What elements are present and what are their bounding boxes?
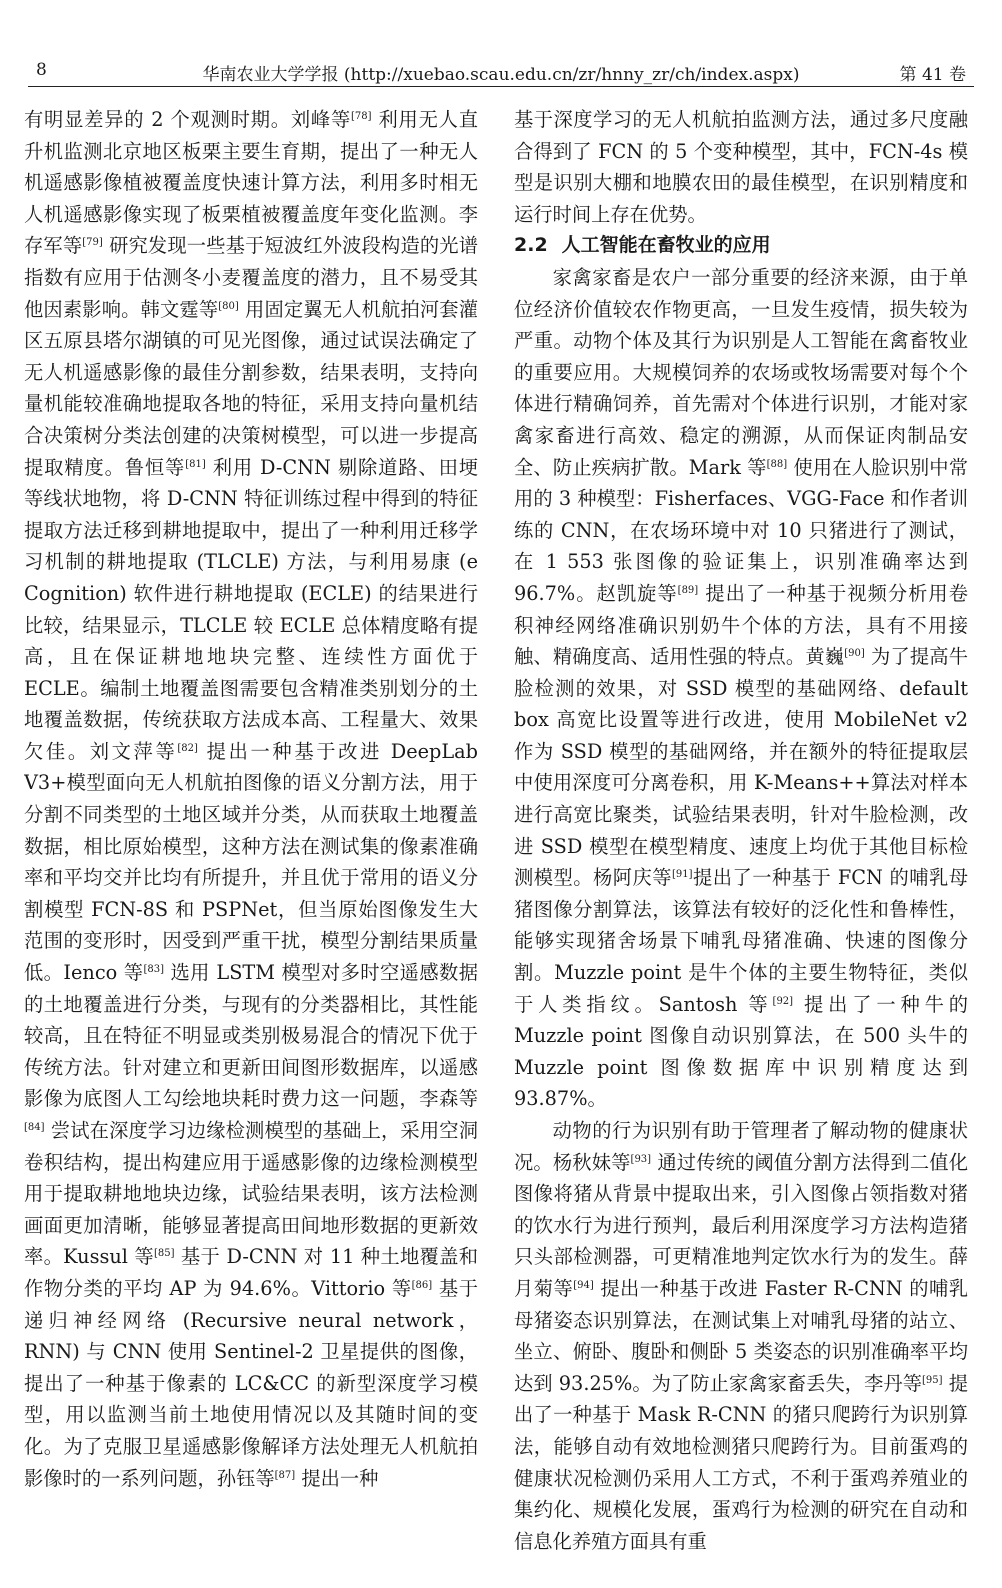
citation-ref: [88] — [766, 458, 788, 470]
body-text: 基于 D-CNN 对 11 种土地覆盖和作物分类的平均 AP 为 94.6%。Vittorio 等 — [24, 1245, 478, 1300]
body-text: 提出了一种基于 Mask R-CNN 的猪只爬跨行为识别算法，能够自动有效地检测猪只爬跨行为。目前蛋鸡的健康状况检测仍采用人工方式，不利于蛋鸡养殖业的集约化、规模化发展，蛋鸡行为检测的研究在自动和信息化养殖方面具有重 — [514, 1371, 968, 1553]
citation-ref: [87] — [274, 1469, 296, 1481]
citation-ref: [82] — [177, 742, 198, 754]
paragraph — [514, 1115, 968, 1557]
citation-ref: [85] — [153, 1248, 175, 1260]
right-column — [514, 104, 968, 1564]
section-number: 2.2 — [514, 234, 548, 257]
citation-ref: [89] — [677, 584, 699, 596]
paragraph — [24, 104, 478, 1494]
citation-ref: [94] — [573, 1279, 594, 1291]
body-text: 通过传统的阈值分割方法得到二值化图像将猪从背景中提取出来，引入图像占领指数对猪的饮水行为进行预判，最后利用深度学习方法构造猪只头部检测器，可更精准地判定饮水行为的发生。薛月菊等 — [514, 1150, 968, 1300]
body-text: 用固定翼无人机航拍河套灌区五原县塔尔湖镇的可见光图像，通过试误法确定了无人机遥感影像的最佳分割参数，结果表明，支持向量机能较准确地提取各地的特征，采用支持向量机结合决策树分类法创建的决策树模型，可以进一步提高提取精度。鲁恒等 — [24, 297, 478, 479]
body-text: 为了提高牛脸检测的效果，对 SSD 模型的基础网络、default box 高宽比设置等进行改进，使用 MobileNet v2 作为 SSD 模型的基础网络，并在额外的特征提取层中使用深度可分离卷积，用 K-Means++算法对样本进行高宽比聚类，试验结果表明，针对牛脸检测，改进 SSD 模型在模型精度、速度上均优于其他目标检测模型。杨阿庆等 — [514, 645, 968, 890]
citation-ref: [93] — [630, 1153, 652, 1165]
citation-ref: [80] — [218, 300, 239, 312]
section-title: 人工智能在畜牧业的应用 — [561, 234, 771, 257]
body-text: 提出一种基于改进 Faster R-CNN 的哺乳母猪姿态识别算法，在测试集上对哺乳母猪的站立、坐立、俯卧、腹卧和侧卧 5 类姿态的识别准确率平均达到 93.25%。为了防止家禽家畜丢失，李丹等 — [514, 1276, 968, 1395]
body-text: 提出一种基于改进 DeepLab V3+模型面向无人机航拍图像的语义分割方法，用于分割不同类型的土地区域并分类，从而获取土地覆盖数据，相比原始模型，这种方法在测试集的像素准确率和平均交并比均有所提升，并且优于常用的语义分割模型 FCN-8S 和 PSPNet，但当原始图像发生大范围的变形时，因受到严重干扰，模型分割结果质量低。Ienco 等 — [24, 739, 478, 985]
body-text: 提出了一种牛的 Muzzle point 图像自动识别算法，在 500 头牛的 Muzzle point 图像数据库中识别精度达到 93.87%。 — [514, 992, 968, 1111]
citation-ref: [86] — [411, 1279, 433, 1291]
body-text: 基于递归神经网络 (Recursive neural network，RNN) 与 CNN 使用 Sentinel-2 卫星提供的图像，提出了一种基于像素的 LC&CC 的新型深度学习模型，用以监测当前土地使用情况以及其随时间的变化。为了克服卫星遥感影像解译方法处理无人机航拍影像时的一系列问题，孙钰等 — [24, 1276, 478, 1490]
running-header — [28, 56, 974, 87]
paragraph: 基于深度学习的无人机航拍监测方法，通过多尺度融合得到了 FCN 的 5 个变种模型，其中，FCN-4s 模型是识别大棚和地膜农田的最佳模型，在识别精度和运行时间上存在优势。 — [514, 108, 968, 226]
body-text: 选用 LSTM 模型对多时空遥感数据的土地覆盖进行分类，与现有的分类器相比，其性能较高，且在特征不明显或类别极易混合的情况下优于传统方法。针对建立和更新田间图形数据库，以遥感影像为底图人工勾绘地块耗时费力这一问题，李森等 — [24, 961, 478, 1111]
body-text: 利用无人直升机监测北京地区板栗主要生育期，提出了一种无人机遥感影像植被覆盖度快速计算方法，利用多时相无人机遥感影像实现了板栗植被覆盖度年变化监测。李存军等 — [24, 108, 478, 258]
citation-ref: [83] — [143, 964, 164, 976]
journal-title: 华南农业大学学报 (http://xuebao.scau.edu.cn/zr/hnny_zr/ch/index.aspx) — [202, 65, 800, 85]
left-column — [24, 104, 478, 1564]
body-text: 提出一种 — [295, 1466, 379, 1490]
body-text: 尝试在深度学习边缘检测模型的基础上，采用空洞卷积结构，提出构建应用于遥感影像的边缘检测模型用于提取耕地地块边缘，试验结果表明，该方法检测画面更加清晰，能够显著提高田间地形数据的更新效率。Kussul 等 — [24, 1119, 478, 1269]
citation-ref: [78] — [351, 111, 372, 122]
citation-ref: [95] — [922, 1374, 943, 1386]
paragraph — [514, 262, 968, 1115]
citation-ref: [91] — [672, 869, 693, 881]
body-text: 提出了一种基于 FCN 的哺乳母猪图像分割算法，该算法有较好的泛化性和鲁棒性，能够实现猪舍场景下哺乳母猪准确、快速的图像分割。Muzzle point 是牛个体的主要生物特征，类似于人类指纹。Santosh 等 — [514, 866, 968, 1016]
page-number: 8 — [36, 60, 47, 80]
body-text: 使用在人脸识别中常用的 3 种模型：Fisherfaces、VGG-Face 和作者训练的 CNN，在农场环境中对 10 只猪进行了测试，在 1 553 张图像的验证集上，识别准确率达到 96.7%。赵凯旋等 — [514, 455, 968, 605]
section-heading — [514, 230, 968, 262]
citation-ref: [84] — [24, 1122, 45, 1133]
citation-ref: [81] — [185, 458, 206, 470]
volume-label: 第 41 卷 — [899, 65, 966, 85]
citation-ref: [92] — [772, 995, 794, 1007]
body-text: 有明显差异的 2 个观测时期。刘峰等 — [24, 108, 352, 131]
body-text: 利用 D-CNN 剔除道路、田埂等线状地物，将 D-CNN 特征训练过程中得到的特征提取方法迁移到耕地提取中，提出了一种利用迁移学习机制的耕地提取 (TLCLE) 方法，与利用易康 (e Cognition) 软件进行耕地提取 (ECLE) 的结果进行比较，结果显示，TLCLE 较 ECLE 总体精度略有提高，且在保证耕地地块完整、连续性方面优于 ECLE。编制土地覆盖图需要包含精准类别划分的土地覆盖数据，传统获取方法成本高、工程量大、效果欠佳。刘文萍等 — [24, 455, 478, 763]
citation-ref: [90] — [844, 648, 865, 660]
body-text: 动物的行为识别有助于管理者了解动物的健康状况。杨秋妹等 — [514, 1119, 968, 1174]
body-text: 研究发现一些基于短波红外波段构造的光谱指数有应用于估测冬小麦覆盖度的潜力，且不易受其他因素影响。韩文霆等 — [24, 234, 478, 321]
citation-ref: [79] — [82, 237, 103, 249]
body-text: 提出了一种基于视频分析用卷积神经网络准确识别奶牛个体的方法，具有不用接触、精确度高、适用性强的特点。黄巍 — [514, 581, 968, 669]
body-text: 家禽家畜是农户一部分重要的经济来源，由于单位经济价值较农作物更高，一旦发生疫情，损失较为严重。动物个体及其行为识别是人工智能在禽畜牧业的重要应用。大规模饲养的农场或牧场需要对每个个体进行精确饲养，首先需对个体进行识别，才能对家禽家畜进行高效、稳定的溯源，从而保证肉制品安全、防止疾病扩散。Mark 等 — [514, 265, 968, 479]
